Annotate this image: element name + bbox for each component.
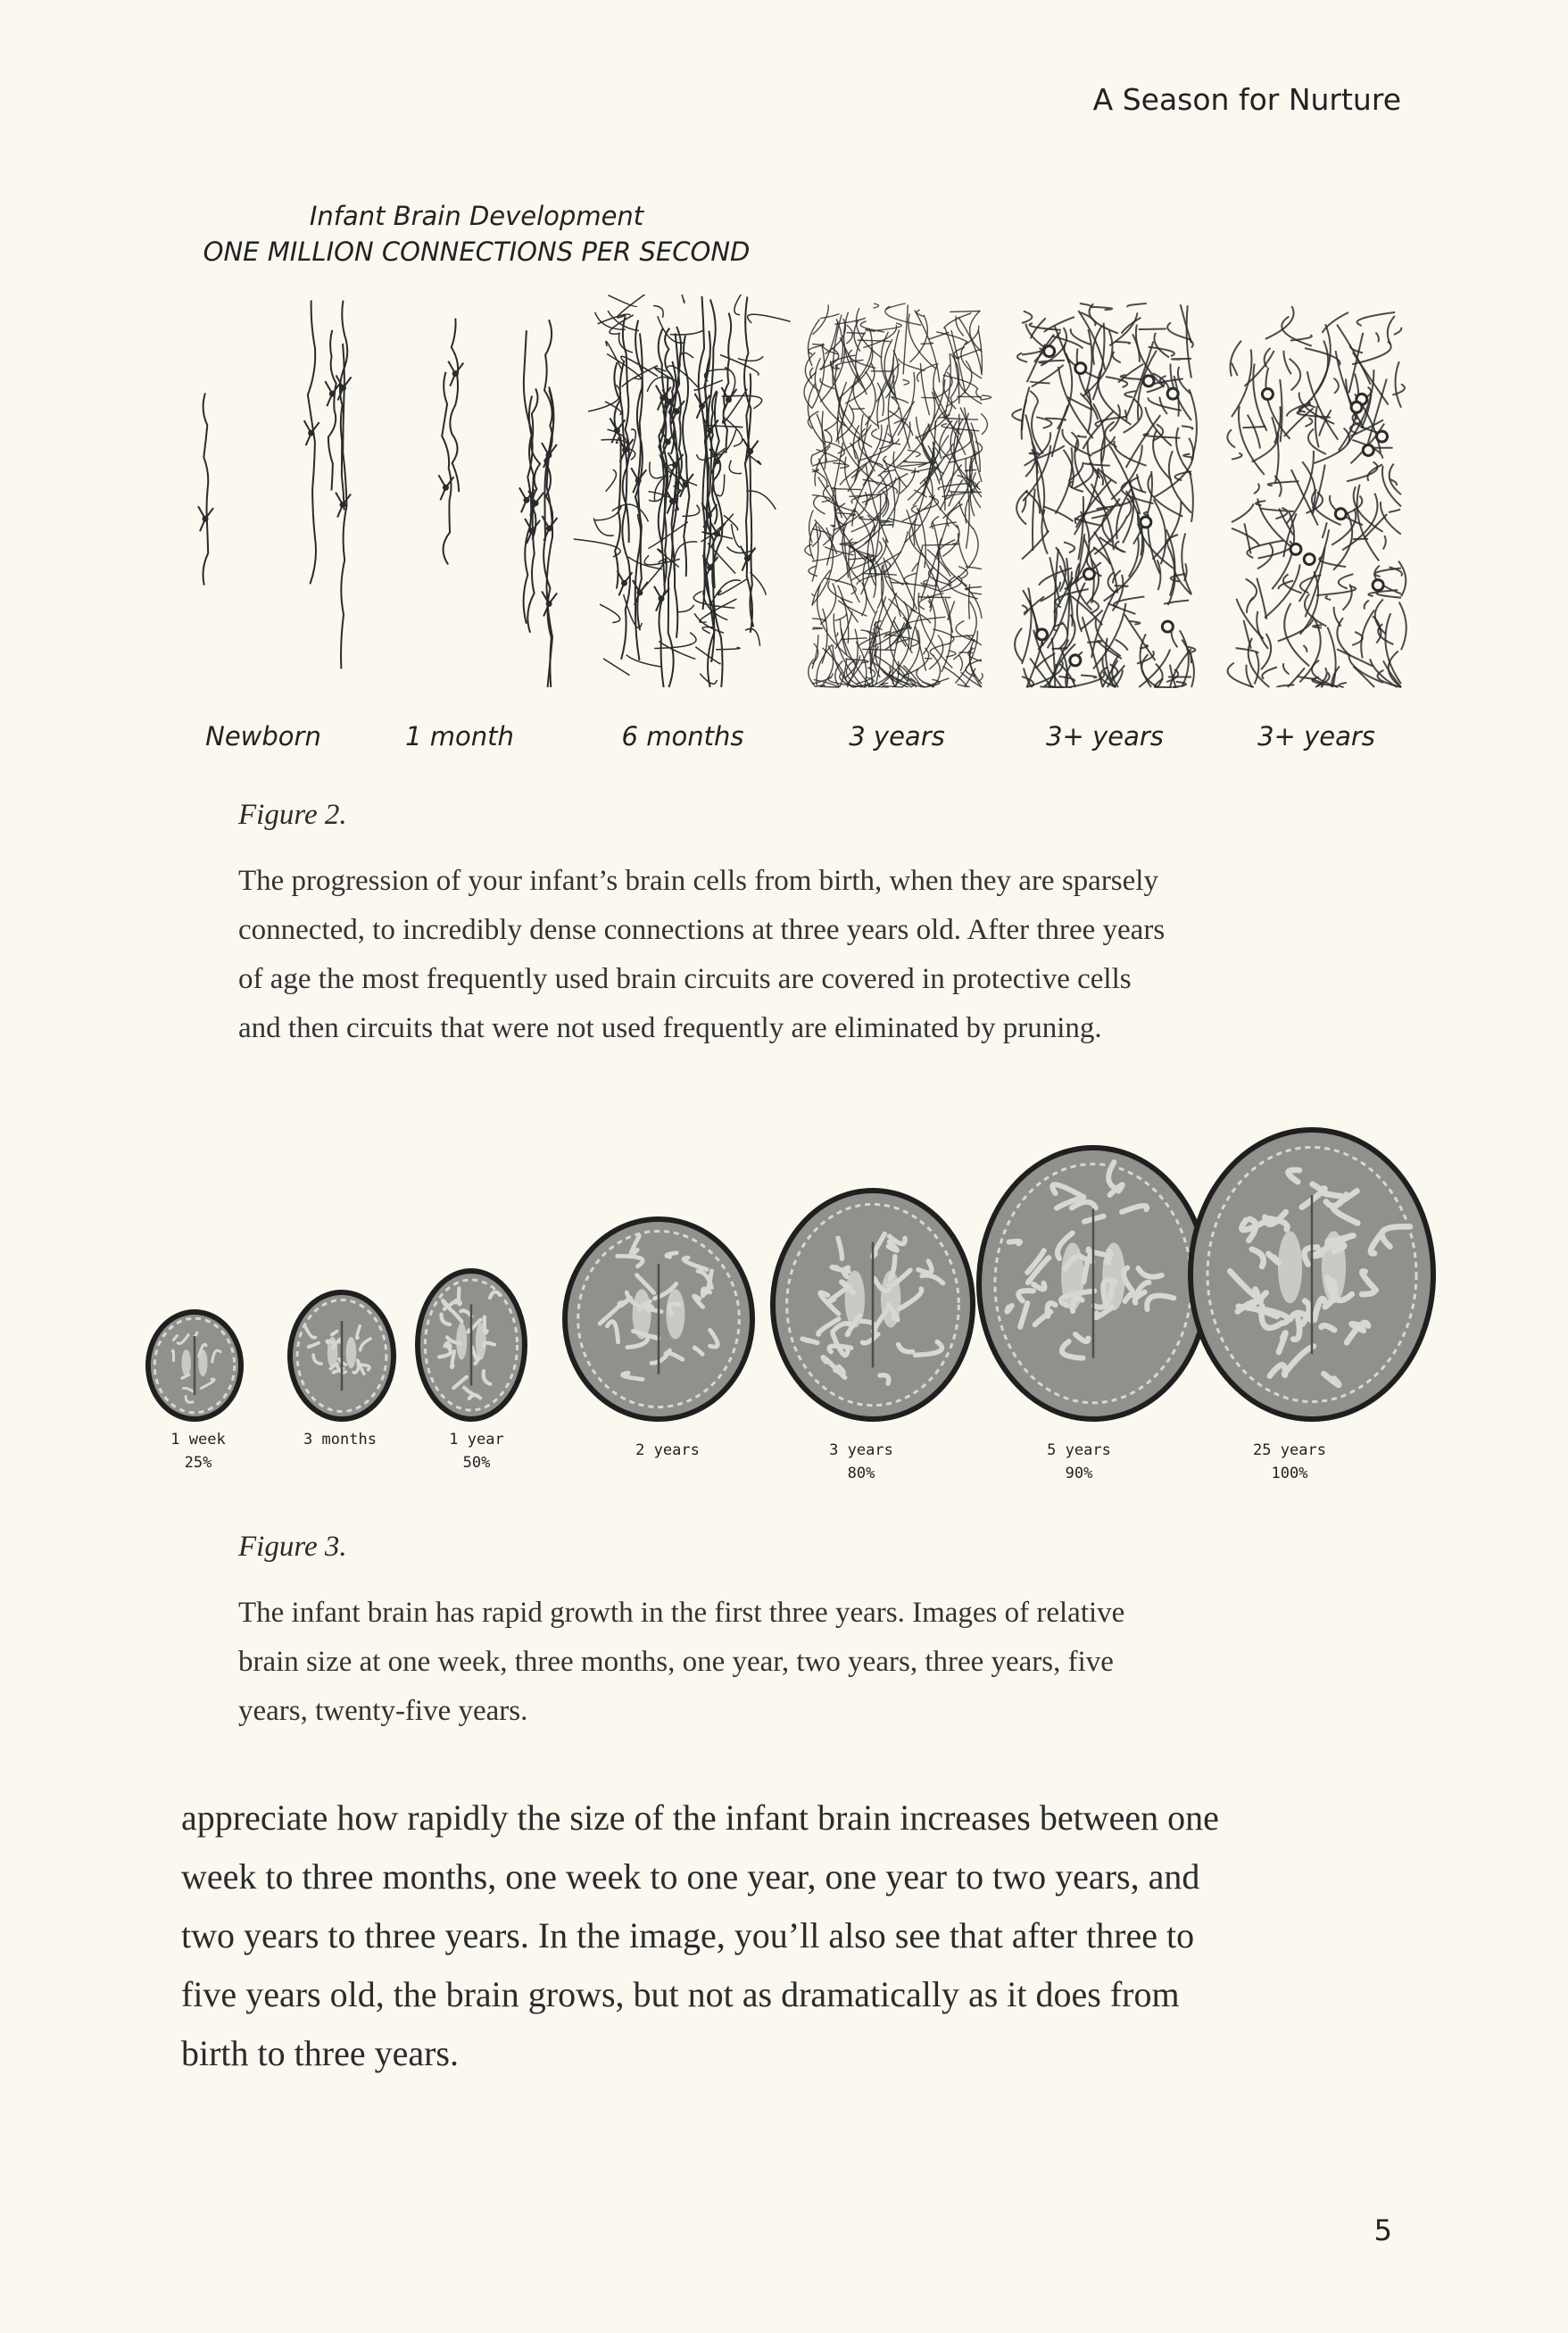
figure-2-title [178, 198, 775, 270]
neurons-3-years [804, 303, 991, 687]
scan-percent: 100% [1271, 1465, 1308, 1482]
brain-scan-2-years [565, 1219, 752, 1419]
neurons-3-plus-years-b [1227, 303, 1406, 687]
figure-2-caption-line: connected, to incredibly dense connections at three years old. After three years [238, 914, 1166, 946]
brain-scan-1-week [148, 1312, 241, 1419]
stage-label-3-years: 3 years [849, 721, 945, 751]
neurons-6-months [574, 295, 791, 687]
figure-3-caption-line: The infant brain has rapid growth in the first three years. Images of relative [238, 1597, 1125, 1629]
body-line: birth to three years. [181, 2033, 459, 2073]
figure-2-caption-line: The progression of your infant’s brain cells from birth, when they are sparsely [238, 865, 1158, 897]
stage-label-3-plus-years-b: 3+ years [1257, 721, 1375, 751]
body-line: week to three months, one week to one year, one year to two years, and [181, 1856, 1200, 1897]
scan-label-2-years [601, 1439, 734, 1462]
body-paragraph [181, 1789, 1219, 2083]
figure-3-caption-line: years, twenty-five years. [238, 1695, 528, 1727]
stage-label-newborn: Newborn [205, 721, 321, 751]
figure-2-title-line-1: Infant Brain Development [309, 201, 644, 231]
scan-label-1-year [410, 1428, 543, 1474]
body-line: five years old, the brain grows, but not as dramatically as it does from [181, 1974, 1180, 2014]
body-line: two years to three years. In the image, you’ll also see that after three to [181, 1915, 1195, 1955]
scan-age: 1 week [170, 1431, 226, 1449]
scan-percent: 90% [1065, 1465, 1093, 1482]
figure-2-caption-line: of age the most frequently used brain circuits are covered in protective cells [238, 963, 1132, 995]
scan-age: 3 months [303, 1431, 377, 1449]
figure-3-label: Figure 3. [238, 1531, 347, 1563]
scan-age: 3 years [829, 1441, 893, 1459]
scan-label-3-months [273, 1428, 407, 1451]
mri-scan-row [134, 1125, 1446, 1455]
figure-3-caption [238, 1589, 1124, 1736]
brain-scan-5-years [979, 1148, 1207, 1419]
figure-2-caption [238, 857, 1165, 1053]
stage-label-6-months: 6 months [621, 721, 744, 751]
brain-scan-1-year [418, 1271, 525, 1419]
scan-label-3-years [794, 1439, 928, 1485]
figure-2-label: Figure 2. [238, 799, 347, 831]
scan-age: 1 year [449, 1431, 504, 1449]
neurons-newborn [198, 301, 352, 669]
running-head: A Season for Nurture [1092, 82, 1401, 117]
figure-2-title-line-2: ONE MILLION CONNECTIONS PER SECOND [203, 237, 751, 267]
brain-scan-25-years [1191, 1130, 1433, 1419]
scan-age: 5 years [1047, 1441, 1111, 1459]
neurons-1-month [438, 319, 557, 687]
scan-label-1-week [131, 1428, 265, 1474]
page-number: 5 [1373, 2213, 1392, 2247]
stage-label-1-month: 1 month [405, 721, 514, 751]
scan-percent: 50% [462, 1454, 491, 1472]
brain-scan-3-years [773, 1191, 973, 1419]
figure-2-caption-line: and then circuits that were not used frequently are eliminated by pruning. [238, 1012, 1102, 1044]
scan-label-5-years [1012, 1439, 1146, 1485]
neuron-illustrations [178, 295, 1410, 714]
scan-age: 2 years [635, 1441, 700, 1459]
neurons-3-plus-years-a [1012, 303, 1197, 687]
scan-label-25-years [1223, 1439, 1356, 1485]
scan-percent: 80% [847, 1465, 875, 1482]
brain-scan-3-months [290, 1292, 394, 1419]
scan-age: 25 years [1253, 1441, 1326, 1459]
scan-percent: 25% [184, 1454, 212, 1472]
figure-3-caption-line: brain size at one week, three months, one year, two years, three years, five [238, 1646, 1114, 1678]
stage-label-3-plus-years-a: 3+ years [1046, 721, 1164, 751]
body-line: appreciate how rapidly the size of the infant brain increases between one [181, 1797, 1219, 1838]
